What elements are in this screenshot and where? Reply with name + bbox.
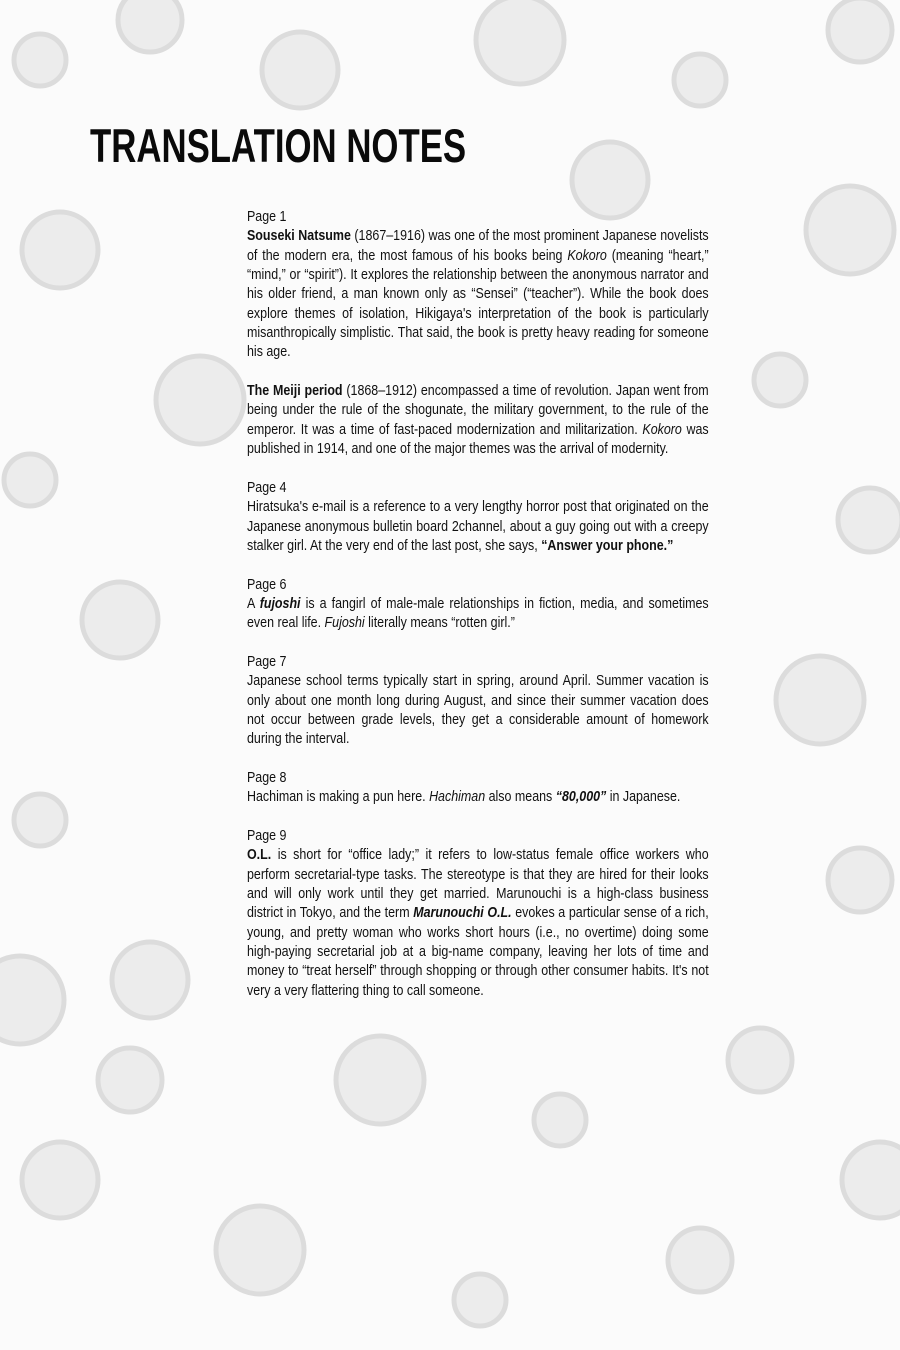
decorative-circle <box>262 32 338 108</box>
note-text: was published in 1914, and one of the major themes was the arrival of modernity. <box>247 420 709 458</box>
note-text: in Japanese. <box>606 788 681 806</box>
page-label: Page 4 <box>247 478 287 496</box>
decorative-circle <box>216 1206 304 1294</box>
decorative-circle <box>728 1028 792 1092</box>
decorative-circle <box>454 1274 506 1326</box>
decorative-circle <box>0 956 64 1044</box>
note-section <box>247 575 709 633</box>
note-section <box>247 478 709 555</box>
decorative-circle <box>828 0 892 62</box>
note-paragraph <box>247 497 709 555</box>
decorative-circle <box>22 212 98 288</box>
note-text: Hiratsuka's e-mail is a reference to a very lengthy horror post that originated on the Japanese anonymous bulletin board 2channel, about a guy going out with a creepy stalker girl. At the very end of the last post, she says, <box>247 498 709 554</box>
page-label: Page 6 <box>247 575 287 593</box>
decorative-circle <box>336 1036 424 1124</box>
decorative-circle <box>668 1228 732 1292</box>
emphasized-term: Kokoro <box>567 246 607 264</box>
note-text: literally means “rotten girl.” <box>364 614 515 632</box>
note-section <box>247 207 709 458</box>
page-title: TRANSLATION NOTES <box>90 119 467 172</box>
decorative-circle <box>22 1142 98 1218</box>
decorative-circle <box>156 356 244 444</box>
emphasized-term: Souseki Natsume <box>247 227 351 245</box>
decorative-circle <box>806 186 894 274</box>
note-paragraph <box>247 381 709 458</box>
note-text: A <box>247 594 260 612</box>
decorative-circle <box>754 354 806 406</box>
note-paragraph <box>247 594 709 633</box>
note-paragraph <box>247 787 709 806</box>
page-label: Page 9 <box>247 827 287 844</box>
note-text: is a fangirl of male-male relationships in fiction, media, and sometimes even real life. <box>247 594 709 632</box>
note-text: also means <box>485 788 556 806</box>
emphasized-term: O.L. <box>247 846 272 864</box>
decorative-circle <box>82 582 158 658</box>
emphasized-term: “Answer your phone.” <box>541 536 674 554</box>
note-text: (1868–1912) encompassed a time of revolution. Japan went from being under the rule of the shogunate, the military government, to the rule of the emperor. It was a time of fast-paced modernization and militarization. <box>247 382 709 438</box>
note-text: is short for “office lady;” it refers to low-status female office workers who perform secretarial-type tasks. The stereotype is that they are hired for their looks and will only work until they get married. Marunouchi is a high-class business district in Tokyo, and the term <box>247 846 709 922</box>
page-label: Page 8 <box>247 768 287 786</box>
notes-column <box>247 207 709 1019</box>
decorative-circle <box>476 0 564 84</box>
decorative-circle <box>14 34 66 86</box>
page-label: Page 7 <box>247 652 287 670</box>
note-text: evokes a particular sense of a rich, young, and pretty woman who works short hours (i.e., no overtime) doing some high-paying secretarial job at a big-name company, leaving her lots of time and money to “treat herself” through shopping or through other consumer habits. It's not very a very flattering thing to call someone. <box>247 904 709 999</box>
decorative-circle <box>828 848 892 912</box>
decorative-circle <box>838 488 900 552</box>
note-text: Hachiman is making a pun here. <box>247 788 430 806</box>
emphasized-term: Fujoshi <box>324 614 365 632</box>
note-text: (meaning “heart,” “mind,” or “spirit”). It explores the relationship between the anonymous narrator and his older friend, a man known only as “Sensei” (“teacher”). While the book does explore themes of isolation, Hikigaya's interpretation of the book is particularly misanthropically simplistic. That said, the book is pretty heavy reading for someone his age. <box>247 246 709 361</box>
note-text: (1867–1916) was one of the most prominent Japanese novelists of the modern era, the most famous of his books being <box>247 227 709 264</box>
note-text: Japanese school terms typically start in spring, around April. Summer vacation is only about one month long during August, and since their summer vacation does not occur between grade levels, they get a considerable amount of homework during the interval. <box>247 672 709 748</box>
note-section <box>247 826 709 1000</box>
note-paragraph <box>247 226 709 361</box>
emphasized-term: The Meiji period <box>247 382 343 400</box>
decorative-circle <box>776 656 864 744</box>
note-section <box>247 768 709 807</box>
note-paragraph <box>247 845 709 1000</box>
decorative-circle <box>118 0 182 52</box>
decorative-circle <box>674 54 726 106</box>
decorative-circle <box>112 942 188 1018</box>
page-label: Page 1 <box>247 208 287 225</box>
decorative-circle <box>4 454 56 506</box>
note-paragraph <box>247 671 709 748</box>
emphasized-term: Hachiman <box>429 788 486 806</box>
note-section <box>247 652 709 749</box>
emphasized-term: Kokoro <box>642 420 682 438</box>
decorative-circle <box>534 1094 586 1146</box>
emphasized-term: “80,000” <box>555 788 607 806</box>
emphasized-term: Marunouchi O.L. <box>413 904 512 922</box>
decorative-circle <box>14 794 66 846</box>
decorative-circle <box>842 1142 900 1218</box>
decorative-circle <box>98 1048 162 1112</box>
emphasized-term: fujoshi <box>259 594 301 612</box>
